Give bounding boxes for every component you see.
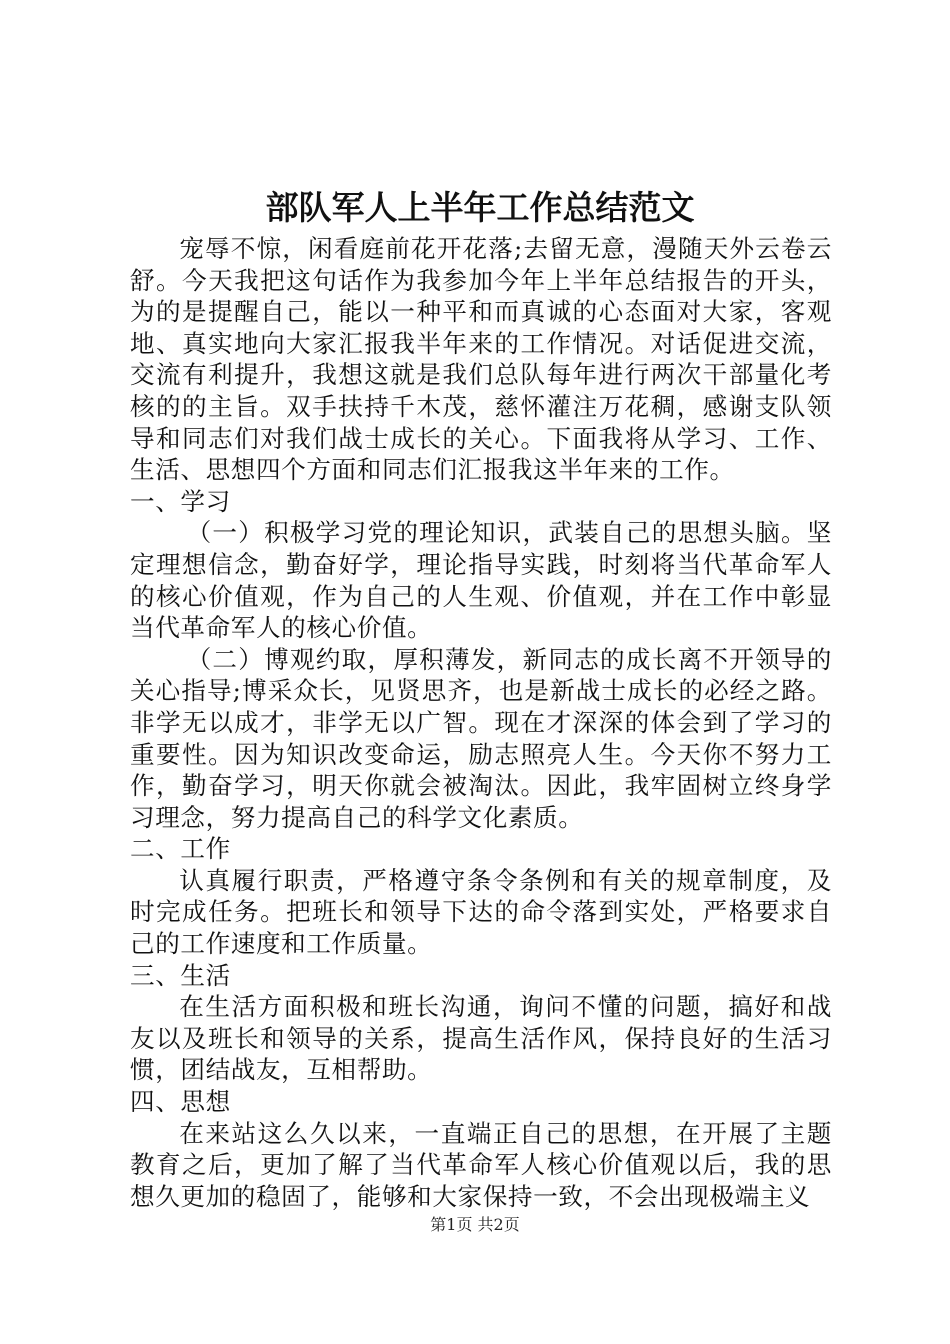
paragraph-life: 在生活方面积极和班长沟通，询问不懂的问题，搞好和战友以及班长和领导的关系，提高生活作风，保持良好的生活习惯，团结战友，互相帮助。 <box>130 992 832 1085</box>
paragraph-work: 认真履行职责，严格遵守条令条例和有关的规章制度，及时完成任务。把班长和领导下达的命令落到实处，严格要求自己的工作速度和工作质量。 <box>130 865 832 959</box>
document-body <box>130 233 832 1212</box>
section-heading-work: 二、工作 <box>130 834 231 864</box>
section-heading-thought: 四、思想 <box>130 1087 231 1117</box>
paragraph-intro: 宠辱不惊，闲看庭前花开花落;去留无意，漫随天外云卷云舒。今天我把这句话作为我参加今年上半年总结报告的开头，为的是提醒自己，能以一种平和而真诚的心态面对大家，客观地、真实地向大家汇报我半年来的工作情况。对话促进交流，交流有利提升，我想这就是我们总队每年进行两次干部量化考核的的主旨。双手扶持千木茂，慈怀灌注万花稠，感谢支队领导和同志们对我们战士成长的关心。下面我将从学习、工作、生活、思想四个方面和同志们汇报我这半年来的工作。 <box>130 234 832 485</box>
page-number-footer: 第1页 共2页 <box>430 1215 520 1234</box>
paragraph-study-one: （一）积极学习党的理论知识，武装自己的思想头脑。坚定理想信念，勤奋好学，理论指导实践，时刻将当代革命军人的核心价值观，作为自己的人生观、价值观，并在工作中彰显当代革命军人的核心价值。 <box>130 518 832 643</box>
document-title: 部队军人上半年工作总结范文 <box>265 188 695 227</box>
section-heading-life: 三、生活 <box>130 960 231 990</box>
paragraph-study-two: （二）博观约取，厚积薄发，新同志的成长离不开领导的关心指导;博采众长，见贤思齐，也是新战士成长的必经之路。非学无以成才，非学无以广智。现在才深深的体会到了学习的重要性。因为知识改变命运，励志照亮人生。今天你不努力工作，勤奋学习，明天你就会被淘汰。因此，我牢固树立终身学习理念，努力提高自己的科学文化素质。 <box>130 644 832 832</box>
section-heading-study: 一、学习 <box>130 486 231 516</box>
paragraph-thought: 在来站这么久以来，一直端正自己的思想，在开展了主题教育之后，更加了解了当代革命军人核心价值观以后，我的思想久更加的稳固了，能够和大家保持一致，不会出现极端主义 <box>130 1118 832 1211</box>
